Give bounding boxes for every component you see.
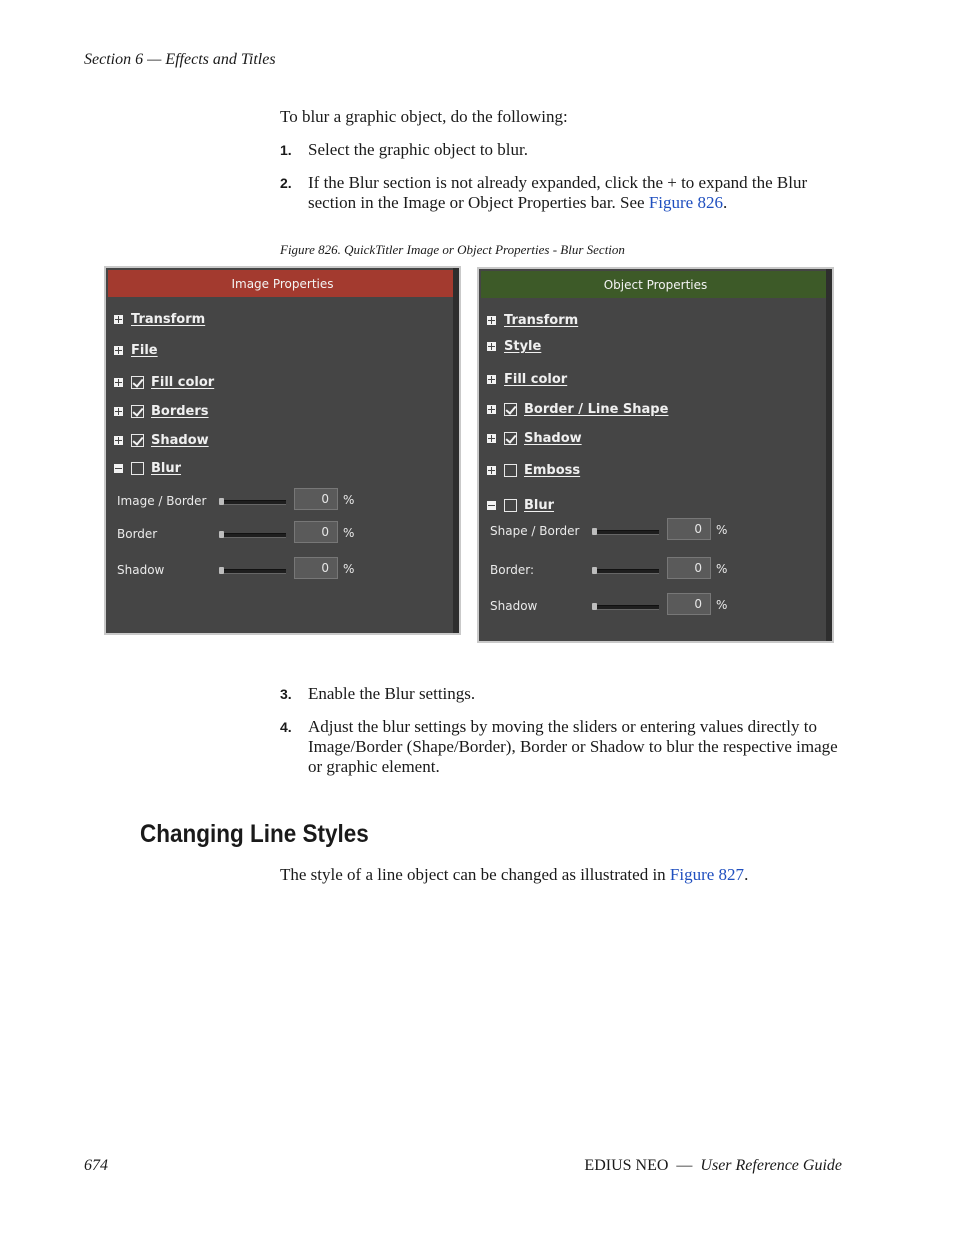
percent-unit: %: [343, 493, 355, 507]
checked-checkbox[interactable]: [504, 432, 517, 445]
section-row-fill-color[interactable]: [114, 375, 214, 390]
blur-slider[interactable]: [220, 533, 286, 538]
unchecked-checkbox[interactable]: [504, 499, 517, 512]
footer-title: [584, 1157, 842, 1175]
section-row-shadow[interactable]: [114, 433, 209, 448]
figure-826-link[interactable]: Figure 826: [648, 193, 723, 212]
percent-unit: %: [343, 526, 355, 540]
percent-unit: %: [716, 523, 728, 537]
percent-unit: %: [716, 598, 728, 612]
section-label: Shadow: [151, 433, 209, 448]
image-properties-title: Image Properties: [108, 270, 457, 297]
section-label: Border / Line Shape: [524, 402, 669, 417]
section-row-emboss[interactable]: [487, 463, 580, 478]
checked-checkbox[interactable]: [131, 405, 144, 418]
section-label: Blur: [524, 498, 555, 513]
guide-name: User Reference Guide: [700, 1157, 842, 1174]
section-header: Section 6 — Effects and Titles: [84, 51, 276, 68]
unchecked-checkbox[interactable]: [131, 462, 144, 475]
step-text: Enable the Blur settings.: [308, 684, 476, 703]
para-text-after: .: [744, 865, 749, 884]
product-name: EDIUS NEO: [584, 1157, 669, 1174]
object-properties-title: Object Properties: [481, 271, 830, 298]
section-row-border-line-shape[interactable]: [487, 402, 668, 417]
section-label: Fill color: [151, 375, 215, 390]
expand-icon[interactable]: [114, 436, 123, 445]
collapse-icon[interactable]: [487, 501, 496, 510]
step-text-after: .: [722, 193, 728, 212]
slider-label: Shadow: [490, 599, 538, 613]
section-row-shadow[interactable]: [487, 431, 582, 446]
blur-slider[interactable]: [220, 569, 286, 574]
step-text: Select the graphic object to blur.: [308, 140, 528, 159]
line-style-paragraph: [280, 865, 840, 885]
section-row-file[interactable]: [114, 343, 158, 358]
step-number: 1.: [280, 142, 292, 158]
image-properties-panel: [104, 266, 461, 635]
section-row-style[interactable]: [487, 339, 541, 354]
expand-icon[interactable]: [487, 466, 496, 475]
checked-checkbox[interactable]: [131, 376, 144, 389]
section-label: Transform: [504, 313, 579, 328]
section-label: Transform: [131, 312, 206, 327]
collapse-icon[interactable]: [114, 464, 123, 473]
blur-value-input[interactable]: 0: [294, 488, 338, 510]
blur-value-input[interactable]: 0: [667, 593, 711, 615]
panel-edge: [453, 268, 459, 633]
section-label: File: [131, 343, 158, 358]
expand-icon[interactable]: [114, 346, 123, 355]
checked-checkbox[interactable]: [504, 403, 517, 416]
slider-handle[interactable]: [219, 498, 224, 505]
expand-icon[interactable]: [487, 316, 496, 325]
slider-handle[interactable]: [592, 567, 597, 574]
unchecked-checkbox[interactable]: [504, 464, 517, 477]
slider-handle[interactable]: [219, 531, 224, 538]
step-text-before: If the Blur section is not already expanded, click the + to expand the Blur section in the Image or Object Properties bar. See: [308, 173, 808, 212]
section-label: Borders: [151, 404, 209, 419]
blur-value-input[interactable]: 0: [667, 557, 711, 579]
figure-827-link[interactable]: Figure 827: [669, 865, 745, 884]
section-row-blur[interactable]: [114, 461, 181, 476]
step-text: [308, 173, 838, 213]
expand-icon[interactable]: [114, 378, 123, 387]
expand-icon[interactable]: [114, 407, 123, 416]
footer-separator: —: [676, 1157, 693, 1174]
section-row-borders[interactable]: [114, 404, 209, 419]
slider-handle[interactable]: [592, 603, 597, 610]
percent-unit: %: [716, 562, 728, 576]
panel-edge: [826, 269, 832, 641]
section-row-fill-color[interactable]: [487, 372, 567, 387]
step-number: 4.: [280, 719, 292, 735]
expand-icon[interactable]: [114, 315, 123, 324]
slider-label: Shape / Border: [490, 524, 580, 538]
step-4: [280, 717, 840, 777]
expand-icon[interactable]: [487, 375, 496, 384]
section-label: Style: [504, 339, 542, 354]
page-number: 674: [84, 1157, 108, 1174]
section-heading: Changing Line Styles: [140, 820, 369, 848]
slider-label: Border:: [490, 563, 535, 577]
blur-slider[interactable]: [593, 530, 659, 535]
section-label: Fill color: [504, 372, 568, 387]
intro-text: To blur a graphic object, do the following:: [280, 107, 568, 126]
blur-slider[interactable]: [220, 500, 286, 505]
slider-handle[interactable]: [219, 567, 224, 574]
step-text: Adjust the blur settings by moving the sliders or entering values directly to Image/Border (Shape/Border), Border or Shadow to blur the respective image or graphic element.: [308, 717, 838, 776]
expand-icon[interactable]: [487, 434, 496, 443]
section-label: Emboss: [524, 463, 581, 478]
expand-icon[interactable]: [487, 342, 496, 351]
section-row-transform[interactable]: [487, 313, 578, 328]
step-number: 2.: [280, 175, 292, 191]
section-label: Shadow: [524, 431, 582, 446]
section-row-blur[interactable]: [487, 498, 554, 513]
section-label: Blur: [151, 461, 182, 476]
slider-handle[interactable]: [592, 528, 597, 535]
blur-value-input[interactable]: 0: [294, 521, 338, 543]
object-properties-panel: [477, 267, 834, 643]
blur-value-input[interactable]: 0: [667, 518, 711, 540]
step-2: [280, 173, 840, 213]
figure-caption: Figure 826. QuickTitler Image or Object Properties - Blur Section: [280, 242, 625, 257]
step-number: 3.: [280, 686, 292, 702]
percent-unit: %: [343, 562, 355, 576]
section-row-transform[interactable]: [114, 312, 205, 327]
blur-slider[interactable]: [593, 605, 659, 610]
expand-icon[interactable]: [487, 405, 496, 414]
blur-slider[interactable]: [593, 569, 659, 574]
slider-label: Border: [117, 527, 158, 541]
step-1: [280, 140, 840, 160]
checked-checkbox[interactable]: [131, 434, 144, 447]
slider-label: Shadow: [117, 563, 165, 577]
slider-label: Image / Border: [117, 494, 207, 508]
para-text-before: The style of a line object can be changed as illustrated in: [280, 865, 670, 884]
step-3: [280, 684, 840, 704]
blur-value-input[interactable]: 0: [294, 557, 338, 579]
